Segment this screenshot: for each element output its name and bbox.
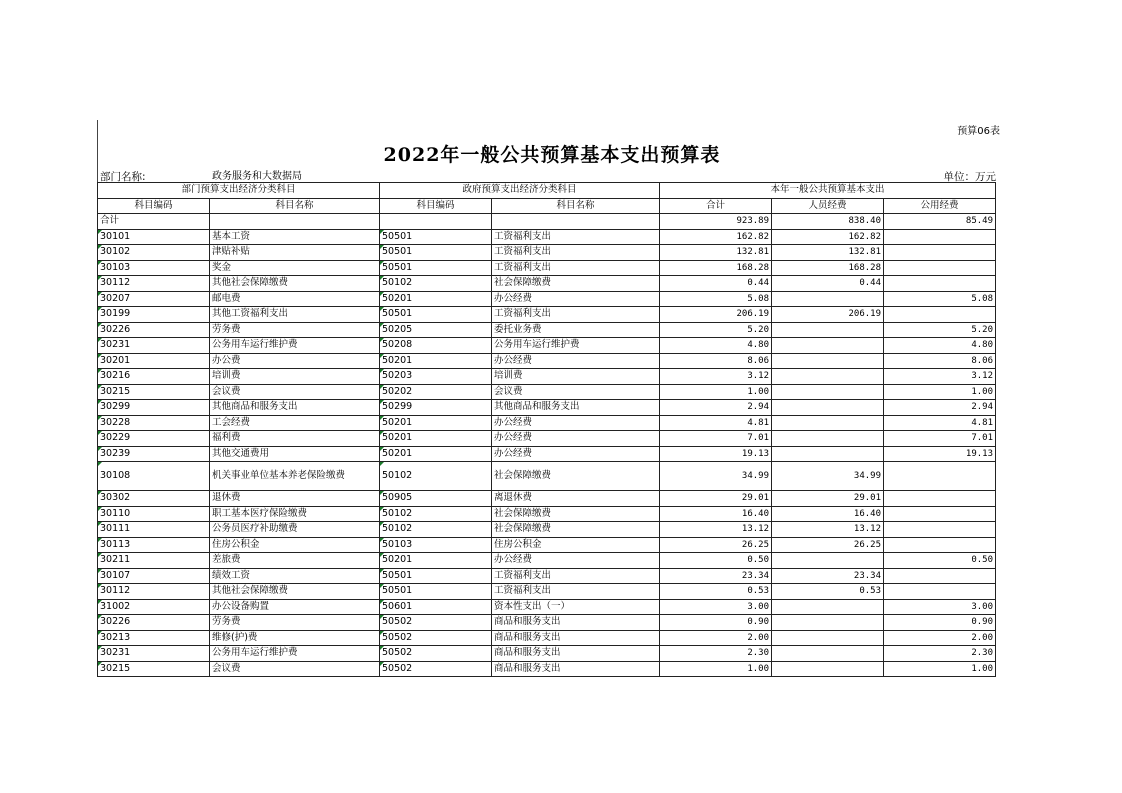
cell-dept-name: 其他商品和服务支出	[210, 400, 380, 416]
cell-gov-code: 50208	[380, 338, 492, 354]
cell-dept-code: 30239	[98, 446, 210, 462]
table-row	[98, 491, 996, 507]
cell-public: 3.12	[884, 369, 996, 385]
cell-public: 3.00	[884, 599, 996, 615]
table-row	[98, 615, 996, 631]
total-public: 85.49	[884, 214, 996, 230]
table-row	[98, 462, 996, 491]
cell-gov-code: 50501	[380, 568, 492, 584]
cell-personnel: 0.53	[772, 584, 884, 600]
cell-dept-name: 职工基本医疗保险缴费	[210, 506, 380, 522]
cell-personnel	[772, 338, 884, 354]
page-title: 2022年一般公共预算基本支出预算表	[383, 144, 721, 166]
total-empty	[492, 214, 660, 230]
cell-personnel	[772, 553, 884, 569]
cell-gov-name: 工资福利支出	[492, 245, 660, 261]
cell-dept-name: 会议费	[210, 661, 380, 677]
cell-gov-code: 50201	[380, 353, 492, 369]
cell-public	[884, 522, 996, 538]
table-row	[98, 646, 996, 662]
cell-public	[884, 537, 996, 553]
cell-dept-name: 退休费	[210, 491, 380, 507]
cell-personnel: 0.44	[772, 276, 884, 292]
cell-total: 2.00	[660, 630, 772, 646]
cell-dept-code: 30108	[98, 462, 210, 491]
cell-personnel	[772, 353, 884, 369]
cell-total: 3.00	[660, 599, 772, 615]
cell-dept-name: 办公费	[210, 353, 380, 369]
cell-gov-code: 50502	[380, 646, 492, 662]
cell-personnel	[772, 446, 884, 462]
cell-gov-code: 50501	[380, 229, 492, 245]
cell-public: 4.81	[884, 415, 996, 431]
cell-dept-code: 30201	[98, 353, 210, 369]
cell-gov-code: 50502	[380, 630, 492, 646]
cell-dept-code: 30231	[98, 338, 210, 354]
cell-public: 2.00	[884, 630, 996, 646]
form-number: 预算06表	[957, 126, 1000, 137]
cell-total: 0.44	[660, 276, 772, 292]
cell-total: 16.40	[660, 506, 772, 522]
cell-total: 1.00	[660, 384, 772, 400]
cell-gov-code: 50201	[380, 446, 492, 462]
cell-dept-name: 劳务费	[210, 322, 380, 338]
table-row	[98, 229, 996, 245]
cell-public: 5.08	[884, 291, 996, 307]
cell-total: 206.19	[660, 307, 772, 323]
cell-gov-code: 50202	[380, 384, 492, 400]
cell-dept-code: 30226	[98, 322, 210, 338]
cell-personnel	[772, 646, 884, 662]
cell-public: 0.50	[884, 553, 996, 569]
table-row	[98, 400, 996, 416]
cell-personnel: 26.25	[772, 537, 884, 553]
cell-dept-name: 公务用车运行维护费	[210, 646, 380, 662]
table-row	[98, 599, 996, 615]
cell-public: 8.06	[884, 353, 996, 369]
cell-gov-name: 办公经费	[492, 553, 660, 569]
cell-public	[884, 462, 996, 491]
cell-dept-name: 津贴补贴	[210, 245, 380, 261]
header-personnel: 人员经费	[772, 198, 884, 214]
cell-dept-name: 维修(护)费	[210, 630, 380, 646]
cell-dept-name: 其他社会保障缴费	[210, 584, 380, 600]
cell-dept-code: 30199	[98, 307, 210, 323]
cell-dept-name: 差旅费	[210, 553, 380, 569]
table-row	[98, 446, 996, 462]
cell-dept-code: 30107	[98, 568, 210, 584]
cell-gov-code: 50501	[380, 245, 492, 261]
cell-personnel	[772, 431, 884, 447]
total-row	[98, 214, 996, 230]
cell-total: 2.30	[660, 646, 772, 662]
table-row	[98, 553, 996, 569]
cell-dept-name: 邮电费	[210, 291, 380, 307]
cell-dept-code: 30112	[98, 584, 210, 600]
cell-personnel	[772, 615, 884, 631]
cell-dept-code: 30226	[98, 615, 210, 631]
cell-dept-code: 30215	[98, 661, 210, 677]
cell-public	[884, 491, 996, 507]
table-row	[98, 276, 996, 292]
cell-dept-code: 30228	[98, 415, 210, 431]
cell-total: 168.28	[660, 260, 772, 276]
cell-total: 34.99	[660, 462, 772, 491]
cell-total: 0.53	[660, 584, 772, 600]
cell-gov-name: 办公经费	[492, 415, 660, 431]
table-row	[98, 307, 996, 323]
total-empty	[210, 214, 380, 230]
header-gov-name: 科目名称	[492, 198, 660, 214]
cell-dept-name: 会议费	[210, 384, 380, 400]
cell-public	[884, 568, 996, 584]
cell-total: 26.25	[660, 537, 772, 553]
cell-gov-name: 离退休费	[492, 491, 660, 507]
cell-personnel	[772, 400, 884, 416]
total-sum: 923.89	[660, 214, 772, 230]
cell-personnel: 16.40	[772, 506, 884, 522]
table-row	[98, 630, 996, 646]
cell-gov-code: 50102	[380, 506, 492, 522]
table-row	[98, 291, 996, 307]
cell-gov-name: 工资福利支出	[492, 307, 660, 323]
cell-public: 1.00	[884, 384, 996, 400]
table-row	[98, 568, 996, 584]
cell-total: 0.90	[660, 615, 772, 631]
table-row	[98, 245, 996, 261]
cell-gov-code: 50299	[380, 400, 492, 416]
cell-dept-name: 福利费	[210, 431, 380, 447]
cell-public	[884, 506, 996, 522]
header-group-row	[98, 183, 996, 199]
cell-dept-code: 30103	[98, 260, 210, 276]
table-row	[98, 661, 996, 677]
header-total: 合计	[660, 198, 772, 214]
table-row	[98, 537, 996, 553]
cell-public	[884, 276, 996, 292]
cell-personnel	[772, 630, 884, 646]
cell-dept-code: 30299	[98, 400, 210, 416]
cell-dept-name: 公务员医疗补助缴费	[210, 522, 380, 538]
table-row	[98, 522, 996, 538]
cell-dept-name: 工会经费	[210, 415, 380, 431]
cell-gov-name: 社会保障缴费	[492, 506, 660, 522]
cell-public	[884, 307, 996, 323]
cell-total: 162.82	[660, 229, 772, 245]
header-gov-group: 政府预算支出经济分类科目	[380, 183, 660, 199]
cell-gov-code: 50102	[380, 462, 492, 491]
cell-public	[884, 245, 996, 261]
total-label: 合计	[98, 214, 210, 230]
table-row	[98, 384, 996, 400]
total-empty	[380, 214, 492, 230]
cell-gov-code: 50502	[380, 615, 492, 631]
table-row	[98, 584, 996, 600]
cell-total: 4.80	[660, 338, 772, 354]
cell-gov-name: 社会保障缴费	[492, 276, 660, 292]
cell-dept-name: 其他交通费用	[210, 446, 380, 462]
cell-total: 29.01	[660, 491, 772, 507]
cell-dept-name: 基本工资	[210, 229, 380, 245]
cell-personnel	[772, 415, 884, 431]
cell-public	[884, 260, 996, 276]
cell-gov-name: 商品和服务支出	[492, 615, 660, 631]
table-row	[98, 338, 996, 354]
cell-gov-code: 50102	[380, 276, 492, 292]
cell-total: 1.00	[660, 661, 772, 677]
cell-dept-name: 培训费	[210, 369, 380, 385]
department-name: 政务服务和大数据局	[212, 171, 302, 182]
cell-public: 2.94	[884, 400, 996, 416]
cell-dept-code: 30216	[98, 369, 210, 385]
header-dept-group: 部门预算支出经济分类科目	[98, 183, 380, 199]
cell-gov-name: 委托业务费	[492, 322, 660, 338]
cell-dept-code: 30215	[98, 384, 210, 400]
cell-gov-code: 50205	[380, 322, 492, 338]
cell-personnel: 23.34	[772, 568, 884, 584]
header-dept-code: 科目编码	[98, 198, 210, 214]
cell-public: 5.20	[884, 322, 996, 338]
cell-personnel: 168.28	[772, 260, 884, 276]
cell-dept-code: 30101	[98, 229, 210, 245]
cell-total: 23.34	[660, 568, 772, 584]
unit-label: 单位：万元	[943, 171, 996, 183]
cell-dept-code: 30231	[98, 646, 210, 662]
table-row	[98, 431, 996, 447]
cell-public	[884, 584, 996, 600]
cell-gov-name: 公务用车运行维护费	[492, 338, 660, 354]
cell-dept-name: 办公设备购置	[210, 599, 380, 615]
cell-dept-code: 30102	[98, 245, 210, 261]
cell-total: 132.81	[660, 245, 772, 261]
cell-gov-code: 50201	[380, 291, 492, 307]
cell-dept-name: 公务用车运行维护费	[210, 338, 380, 354]
cell-total: 3.12	[660, 369, 772, 385]
cell-personnel	[772, 384, 884, 400]
cell-personnel: 29.01	[772, 491, 884, 507]
cell-personnel	[772, 599, 884, 615]
cell-gov-name: 工资福利支出	[492, 584, 660, 600]
cell-gov-name: 工资福利支出	[492, 229, 660, 245]
cell-gov-name: 其他商品和服务支出	[492, 400, 660, 416]
cell-dept-code: 30110	[98, 506, 210, 522]
table-row	[98, 322, 996, 338]
department-label: 部门名称:	[100, 171, 146, 183]
cell-personnel	[772, 369, 884, 385]
cell-dept-name: 机关事业单位基本养老保险缴费	[210, 462, 380, 491]
cell-personnel: 34.99	[772, 462, 884, 491]
cell-total: 5.20	[660, 322, 772, 338]
cell-gov-code: 50601	[380, 599, 492, 615]
cell-dept-name: 劳务费	[210, 615, 380, 631]
cell-gov-name: 社会保障缴费	[492, 522, 660, 538]
header-dept-name: 科目名称	[210, 198, 380, 214]
cell-total: 0.50	[660, 553, 772, 569]
cell-gov-name: 工资福利支出	[492, 568, 660, 584]
cell-dept-name: 住房公积金	[210, 537, 380, 553]
cell-total: 7.01	[660, 431, 772, 447]
cell-dept-name: 其他社会保障缴费	[210, 276, 380, 292]
cell-gov-code: 50501	[380, 307, 492, 323]
total-personnel: 838.40	[772, 214, 884, 230]
table-row	[98, 353, 996, 369]
cell-public: 7.01	[884, 431, 996, 447]
cell-gov-name: 资本性支出（一）	[492, 599, 660, 615]
cell-gov-code: 50201	[380, 431, 492, 447]
cell-dept-code: 30211	[98, 553, 210, 569]
cell-gov-code: 50201	[380, 553, 492, 569]
cell-gov-name: 住房公积金	[492, 537, 660, 553]
cell-total: 2.94	[660, 400, 772, 416]
cell-personnel	[772, 661, 884, 677]
cell-dept-code: 30111	[98, 522, 210, 538]
cell-public: 0.90	[884, 615, 996, 631]
cell-total: 8.06	[660, 353, 772, 369]
cell-gov-name: 办公经费	[492, 291, 660, 307]
cell-public: 2.30	[884, 646, 996, 662]
table-row	[98, 506, 996, 522]
cell-public: 4.80	[884, 338, 996, 354]
cell-gov-code: 50201	[380, 415, 492, 431]
cell-dept-code: 30302	[98, 491, 210, 507]
budget-table	[97, 182, 996, 677]
cell-gov-code: 50102	[380, 522, 492, 538]
cell-gov-name: 商品和服务支出	[492, 646, 660, 662]
cell-dept-code: 30113	[98, 537, 210, 553]
cell-gov-code: 50501	[380, 584, 492, 600]
cell-gov-code: 50203	[380, 369, 492, 385]
cell-gov-code: 50905	[380, 491, 492, 507]
cell-public	[884, 229, 996, 245]
cell-gov-name: 会议费	[492, 384, 660, 400]
cell-dept-name: 绩效工资	[210, 568, 380, 584]
cell-public: 1.00	[884, 661, 996, 677]
cell-total: 4.81	[660, 415, 772, 431]
cell-dept-code: 30207	[98, 291, 210, 307]
cell-public: 19.13	[884, 446, 996, 462]
table-row	[98, 369, 996, 385]
cell-dept-code: 31002	[98, 599, 210, 615]
cell-gov-name: 工资福利支出	[492, 260, 660, 276]
cell-gov-name: 社会保障缴费	[492, 462, 660, 491]
cell-gov-code: 50103	[380, 537, 492, 553]
cell-total: 5.08	[660, 291, 772, 307]
cell-dept-code: 30112	[98, 276, 210, 292]
cell-personnel	[772, 322, 884, 338]
cell-gov-name: 办公经费	[492, 446, 660, 462]
header-column-row	[98, 198, 996, 214]
cell-personnel: 13.12	[772, 522, 884, 538]
cell-dept-name: 其他工资福利支出	[210, 307, 380, 323]
cell-gov-name: 办公经费	[492, 353, 660, 369]
cell-gov-name: 商品和服务支出	[492, 630, 660, 646]
header-public: 公用经费	[884, 198, 996, 214]
cell-dept-name: 奖金	[210, 260, 380, 276]
cell-personnel: 162.82	[772, 229, 884, 245]
cell-total: 13.12	[660, 522, 772, 538]
cell-gov-name: 办公经费	[492, 431, 660, 447]
cell-total: 19.13	[660, 446, 772, 462]
cell-personnel: 206.19	[772, 307, 884, 323]
cell-dept-code: 30213	[98, 630, 210, 646]
cell-gov-name: 商品和服务支出	[492, 661, 660, 677]
cell-gov-name: 培训费	[492, 369, 660, 385]
table-row	[98, 415, 996, 431]
cell-personnel: 132.81	[772, 245, 884, 261]
header-budget-group: 本年一般公共预算基本支出	[660, 183, 996, 199]
cell-gov-code: 50502	[380, 661, 492, 677]
header-gov-code: 科目编码	[380, 198, 492, 214]
cell-gov-code: 50501	[380, 260, 492, 276]
cell-dept-code: 30229	[98, 431, 210, 447]
cell-personnel	[772, 291, 884, 307]
table-row	[98, 260, 996, 276]
